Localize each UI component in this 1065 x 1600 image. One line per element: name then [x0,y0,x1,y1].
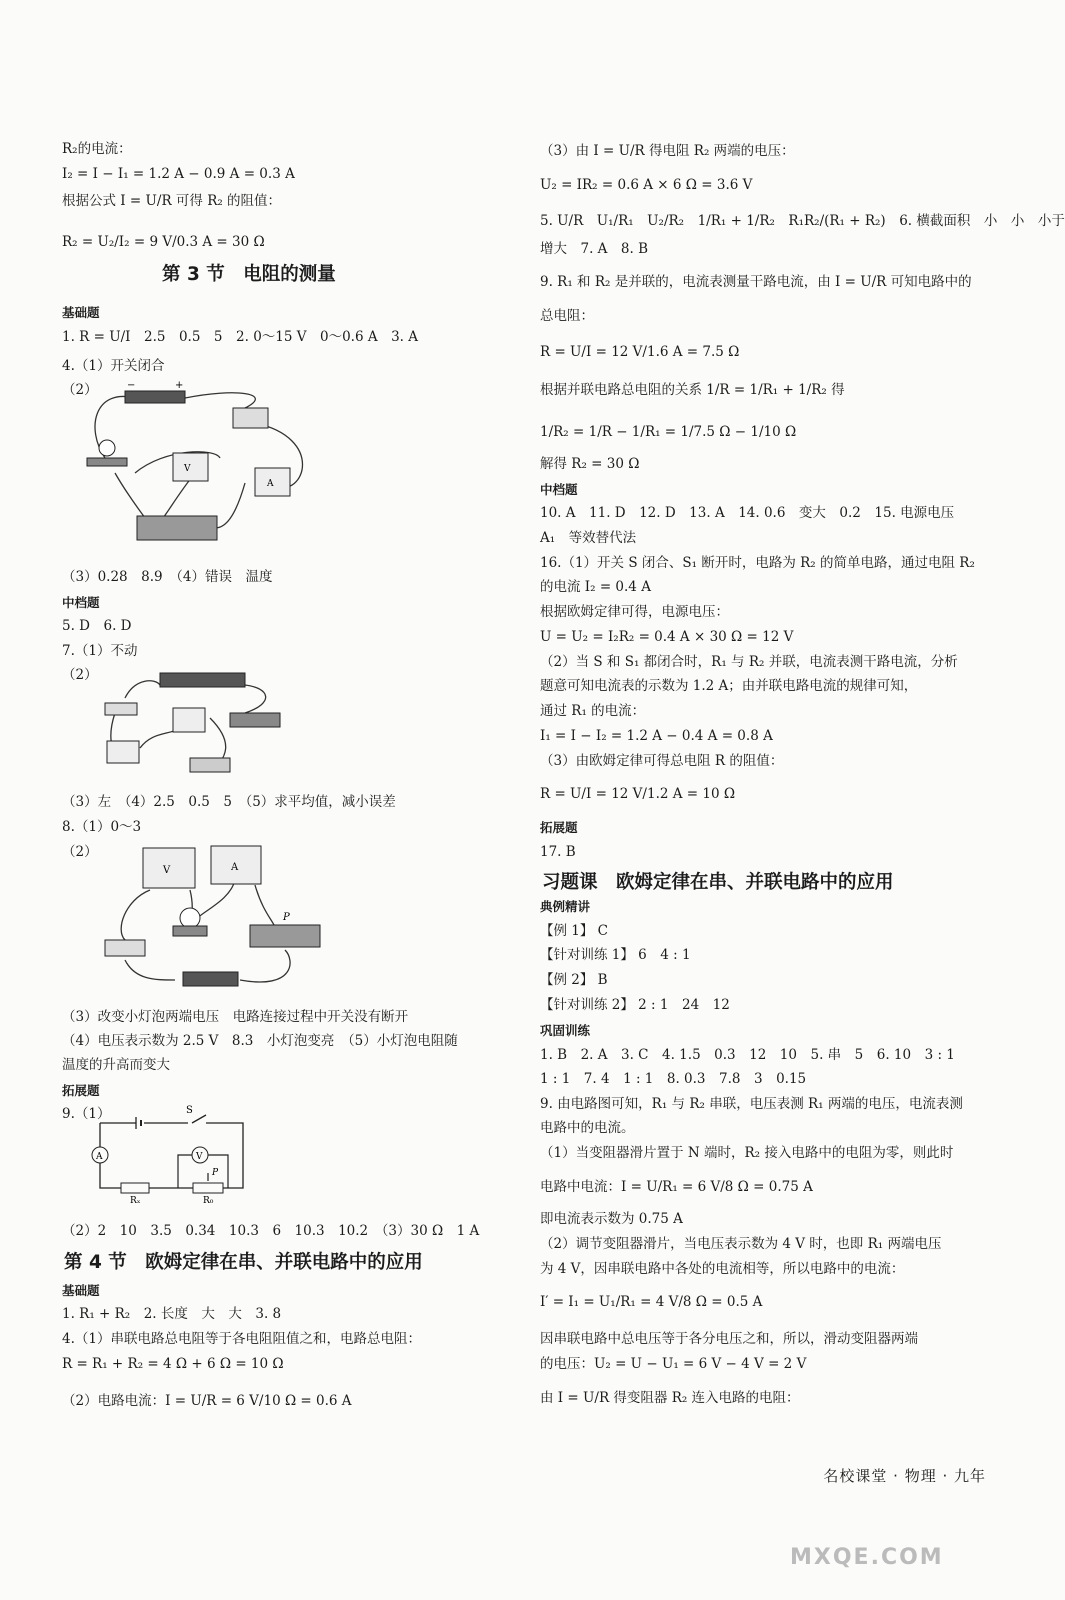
subsection-label: 基础题 [62,1283,100,1298]
text-line: I₂ = I − I₁ = 1.2 A − 0.9 A = 0.3 A [62,166,295,182]
subsection-label: 中档题 [540,482,578,497]
subsection-label: 拓展题 [540,820,578,835]
text-line: R₂ = U₂/I₂ = 9 V/0.3 A = 30 Ω [62,234,265,250]
slider-p-label: P [212,1168,219,1178]
text-line: （2）调节变阻器滑片，当电压表示数为 4 V 时，也即 R₁ 两端电压 [540,1236,942,1252]
text-line: 通过 R₁ 的电流： [540,703,646,719]
text-line: 解得 R₂ = 30 Ω [540,456,640,472]
text-line: （2）当 S 和 S₁ 都闭合时，R₁ 与 R₂ 并联，电流表测干路电流，分析 [540,654,958,670]
section-heading: 习题课 欧姆定律在串、并联电路中的应用 [542,872,894,893]
text-line: 电路中电流：I = U/R₁ = 6 V/8 Ω = 0.75 A [540,1179,813,1195]
text-line: （3）由欧姆定律可得总电阻 R 的阻值： [540,753,784,769]
text-line: （1）当变阻器滑片置于 N 端时，R₂ 接入电路中的电阻为零，则此时 [540,1145,954,1161]
text-line: 的电压：U₂ = U − U₁ = 6 V − 4 V = 2 V [540,1356,807,1372]
footer-book-title: 名校课堂 · 物理 · 九年 [823,1467,986,1485]
text-line: 17. B [540,844,576,860]
text-line: 【例 1】 C [540,923,609,939]
rx-label: Rₓ [130,1196,141,1206]
text-line: A₁ 等效替代法 [540,530,637,546]
section-heading: 第 4 节 欧姆定律在串、并联电路中的应用 [64,1252,423,1273]
text-line: （3）0.28 8.9 （4）错误 温度 [62,569,273,585]
switch-label: S [186,1105,193,1116]
text-line: 1. B 2. A 3. C 4. 1.5 0.3 12 10 5. 串 5 6. 10 3 : 1 [540,1047,955,1063]
text-line: （3）改变小灯泡两端电压 电路连接过程中开关没有断开 [62,1009,409,1025]
text-line: R₂的电流： [62,141,132,157]
text-line: （2）2 10 3.5 0.34 10.3 6 10.3 10.2 （3）30 Ω 1 A [62,1223,480,1239]
text-line: 增大 7. A 8. B [540,241,649,257]
text-line: 题意可知电流表的示数为 1.2 A；由并联电路电流的规律可知， [540,678,918,694]
subsection-label: 巩固训练 [540,1023,591,1038]
subsection-label: 中档题 [62,595,100,610]
text-line: U = U₂ = I₂R₂ = 0.4 A × 30 Ω = 12 V [540,629,794,645]
circuit-figure-q4 [75,378,315,556]
text-line: 为 4 V，因串联电路中各处的电流相等，所以电路中的电流： [540,1261,905,1277]
circuit-schematic-q9 [88,1103,258,1206]
text-line: 的电流 I₂ = 0.4 A [540,579,651,595]
svg-text:V: V [163,865,171,876]
subsection-label: 典例精讲 [540,899,591,914]
circuit-figure-q8 [95,840,335,996]
voltmeter-label: V [196,1152,203,1162]
battery-minus: − [127,380,136,391]
text-line: 总电阻： [540,308,594,324]
text-line: R = R₁ + R₂ = 4 Ω + 6 Ω = 10 Ω [62,1356,284,1372]
text-line: 1. R = U/I 2.5 0.5 5 2. 0～15 V 0～0.6 A 3. A [62,329,419,345]
text-line: 5. D 6. D [62,618,132,634]
text-line: 1 : 1 7. 4 1 : 1 8. 0.3 7.8 3 0.15 [540,1071,807,1087]
text-line: I′ = I₁ = U₁/R₁ = 4 V/8 Ω = 0.5 A [540,1294,763,1310]
text-line: 1/R₂ = 1/R − 1/R₁ = 1/7.5 Ω − 1/10 Ω [540,424,797,440]
watermark: MXQE.COM [790,1545,944,1570]
text-line: 根据欧姆定律可得，电源电压： [540,604,729,620]
text-line: 9. 由电路图可知，R₁ 与 R₂ 串联，电压表测 R₁ 两端的电压，电流表测 [540,1096,963,1112]
text-line: 10. A 11. D 12. D 13. A 14. 0.6 变大 0.2 15. 电源电压 [540,505,955,521]
text-line: 【针对训练 2】 2 : 1 24 12 [540,997,730,1013]
text-line: 5. U/R U₁/R₁ U₂/R₂ 1/R₁ + 1/R₂ R₁R₂/(R₁ + R₂) 6. 横截面积 小 小 小于 [540,213,1065,229]
text-line: R = U/I = 12 V/1.2 A = 10 Ω [540,786,736,802]
text-line: 16.（1）开关 S 闭合、S₁ 断开时，电路为 R₂ 的简单电路，通过电阻 R₂ [540,555,975,571]
text-line: 温度的升高而变大 [62,1057,170,1073]
text-line: 即电流表示数为 0.75 A [540,1211,683,1227]
text-line: （2） [62,844,98,860]
slider-label: P [283,912,290,923]
text-line: I₁ = I − I₂ = 1.2 A − 0.4 A = 0.8 A [540,728,773,744]
text-line: 8.（1）0～3 [62,819,142,835]
text-line: （3）由 I = U/R 得电阻 R₂ 两端的电压： [540,143,795,159]
text-line: 4.（1）串联电路总电阻等于各电阻阻值之和，电路总电阻： [62,1331,421,1347]
battery-plus: + [175,380,184,391]
section-heading: 第 3 节 电阻的测量 [162,264,336,285]
text-line: 9. R₁ 和 R₂ 是并联的，电流表测量干路电流，由 I = U/R 可知电路中的 [540,274,972,290]
circuit-figure-q7 [95,663,295,781]
subsection-label: 基础题 [62,305,100,320]
text-line: R = U/I = 12 V/1.6 A = 7.5 Ω [540,344,740,360]
r0-label: R₀ [203,1196,214,1206]
text-line: 根据并联电路总电阻的关系 1/R = 1/R₁ + 1/R₂ 得 [540,382,845,398]
svg-text:A: A [231,862,239,873]
text-line: U₂ = IR₂ = 0.6 A × 6 Ω = 3.6 V [540,177,753,193]
text-line: （2） [62,667,98,683]
text-line: 电路中的电流。 [540,1120,635,1136]
text-line: 因串联电路中总电压等于各分电压之和，所以，滑动变阻器两端 [540,1331,918,1347]
text-line: 1. R₁ + R₂ 2. 长度 大 大 3. 8 [62,1306,282,1322]
text-line: 4.（1）开关闭合 [62,358,165,374]
text-line: 根据公式 I = U/R 可得 R₂ 的阻值： [62,193,282,209]
ammeter-label: A [96,1152,103,1162]
text-line: （4）电压表示数为 2.5 V 8.3 小灯泡变亮 （5）小灯泡电阻随 [62,1033,458,1049]
text-line: 由 I = U/R 得变阻器 R₂ 连入电路的电阻： [540,1390,800,1406]
text-line: 【例 2】 B [540,972,608,988]
svg-text:V: V [184,464,191,474]
text-line: （2）电路电流：I = U/R = 6 V/10 Ω = 0.6 A [62,1393,352,1409]
text-line: 【针对训练 1】 6 4 : 1 [540,947,691,963]
text-line: （3）左 （4）2.5 0.5 5 （5）求平均值，减小误差 [62,794,396,810]
subsection-label: 拓展题 [62,1083,100,1098]
text-line: （2） [62,382,98,398]
svg-text:A: A [267,479,274,489]
text-line: 9.（1） [62,1106,111,1122]
text-line: 7.（1）不动 [62,643,138,659]
